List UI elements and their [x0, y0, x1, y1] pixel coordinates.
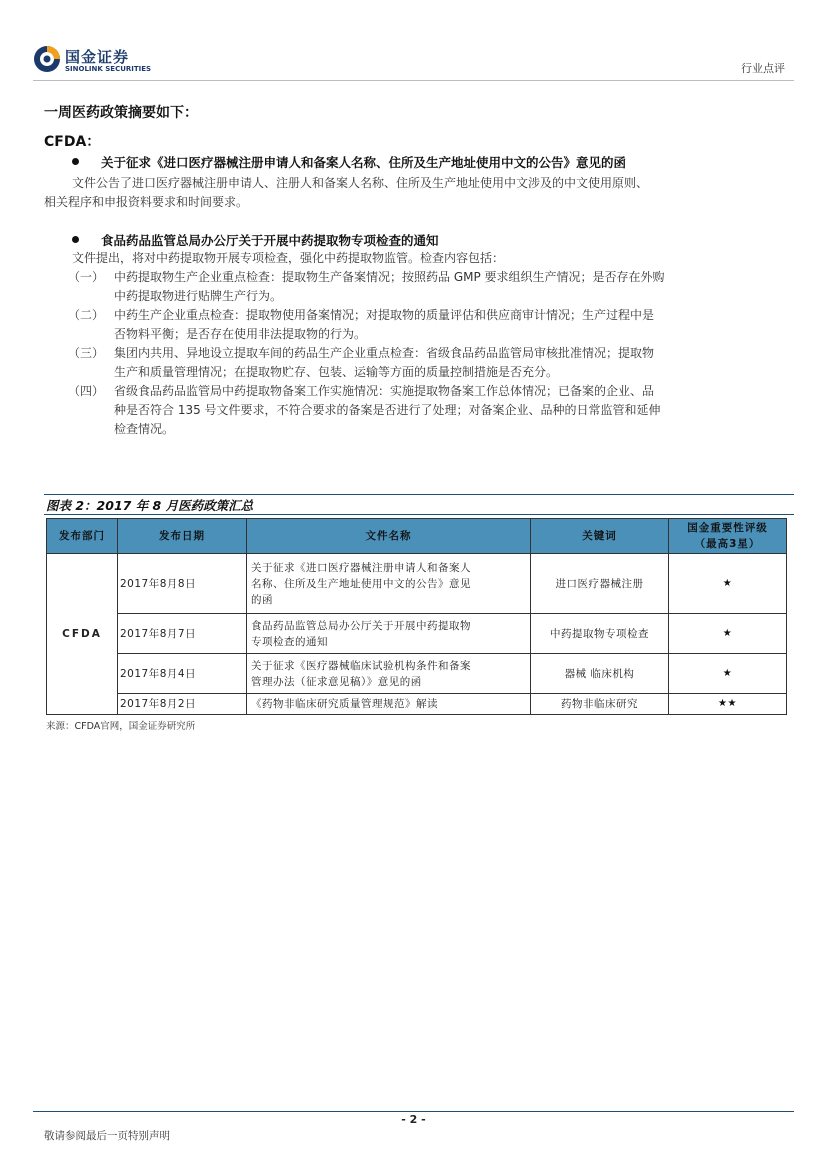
name-line: 名称、住所及生产地址使用中文的公告》意见	[251, 577, 471, 590]
column-header-date: 发布日期	[118, 519, 247, 554]
keywords-cell: 进口医疗器械注册	[531, 554, 669, 614]
table-row	[47, 694, 787, 715]
paragraph-line: 相关程序和申报资料要求和时间要求。	[44, 195, 249, 209]
bullet-item-2	[72, 231, 439, 249]
bullet-icon	[72, 158, 79, 165]
dept-cell: CFDA	[47, 554, 118, 715]
policy-summary-table	[46, 518, 787, 715]
rating-cell: ★	[669, 614, 787, 654]
date-cell: 2017年8月7日	[118, 614, 247, 654]
bullet-item-1	[72, 153, 626, 171]
keywords-cell: 中药提取物专项检查	[531, 614, 669, 654]
rating-cell: ★	[669, 654, 787, 694]
bullet-2-intro	[44, 249, 784, 268]
item-line: 中药生产企业重点检查：提取物使用备案情况；对提取物的质量评估和供应商审计情况；生产过程中是	[114, 308, 655, 322]
item-number: （三）	[68, 346, 105, 360]
bullet-icon	[72, 236, 79, 243]
paragraph-line: 文件公告了进口医疗器械注册申请人、注册人和备案人名称、住所及生产地址使用中文涉及的中文使用原则、	[72, 176, 649, 190]
table-row	[47, 654, 787, 694]
check-item-3	[68, 344, 786, 382]
item-line: 集团内共用、异地设立提取车间的药品生产企业重点检查：省级食品药品监管局审核批准情况；提取物	[114, 346, 655, 360]
item-line: 生产和质量管理情况；在提取物贮存、包装、运输等方面的质量控制措施是否充分。	[114, 365, 559, 379]
name-line: 关于征求《进口医疗器械注册申请人和备案人	[251, 561, 471, 574]
name-cell	[247, 554, 531, 614]
check-item-1	[68, 268, 786, 306]
item-line: 否物料平衡；是否存在使用非法提取物的行为。	[114, 327, 367, 341]
header-divider	[33, 80, 794, 81]
sinolink-logo-icon	[33, 45, 61, 73]
disclaimer-note: 敬请参阅最后一页特别声明	[44, 1130, 170, 1142]
brand-name-cn: 国金证券	[65, 48, 130, 66]
date-cell: 2017年8月4日	[118, 654, 247, 694]
rating-header-note: （最高3星）	[694, 538, 761, 550]
item-number: （二）	[68, 308, 105, 322]
item-line: 中药提取物进行贴牌生产行为。	[114, 289, 283, 303]
item-line: 省级食品药品监管局中药提取物备案工作实施情况：实施提取物备案工作总体情况；已备案的企业、品	[114, 384, 655, 398]
rating-cell: ★★	[669, 694, 787, 715]
keywords-cell: 药物非临床研究	[531, 694, 669, 715]
name-line: 的函	[251, 593, 273, 606]
name-line: 专项检查的通知	[251, 635, 328, 648]
check-item-4	[68, 382, 786, 439]
table-header-row	[47, 519, 787, 554]
brand-logo	[33, 45, 163, 79]
name-line: 管理办法（征求意见稿）》意见的函	[251, 675, 422, 688]
item-line: 中药提取物生产企业重点检查：提取物生产备案情况；按照药品 GMP 要求组织生产情况；是否存在外购	[114, 270, 665, 284]
name-line: 关于征求《医疗器械临床试验机构条件和备案	[251, 659, 471, 672]
column-header-name: 文件名称	[247, 519, 531, 554]
rating-cell: ★	[669, 554, 787, 614]
figure-bottom-rule	[44, 514, 794, 515]
item-line: 种是否符合 135 号文件要求，不符合要求的备案是否进行了处理；对备案企业、品种的日常监管和延伸	[114, 403, 661, 417]
paragraph-line: 文件提出，将对中药提取物开展专项检查，强化中药提取物监管。检查内容包括：	[72, 251, 505, 265]
item-line: 检查情况。	[114, 422, 175, 436]
report-type: 行业点评	[741, 62, 785, 75]
bullet-title: 食品药品监管总局办公厅关于开展中药提取物专项检查的通知	[101, 233, 439, 248]
column-header-rating	[669, 519, 787, 554]
agency-heading: CFDA：	[44, 134, 101, 150]
footer-divider	[33, 1111, 794, 1112]
name-line: 《药物非临床研究质量管理规范》解读	[251, 698, 438, 710]
name-cell	[247, 614, 531, 654]
date-cell: 2017年8月2日	[118, 694, 247, 715]
section-heading: 一周医药政策摘要如下：	[44, 105, 198, 121]
table-row	[47, 554, 787, 614]
figure-title: 图表 2：2017 年 8 月医药政策汇总	[46, 498, 254, 513]
bullet-title: 关于征求《进口医疗器械注册申请人和备案人名称、住所及生产地址使用中文的公告》意见的函	[101, 155, 627, 170]
item-number: （四）	[68, 384, 105, 398]
item-number: （一）	[68, 270, 105, 284]
column-header-keywords: 关键词	[531, 519, 669, 554]
page-number: - 2 -	[401, 1113, 426, 1126]
bullet-1-description	[44, 174, 784, 212]
name-line: 食品药品监管总局办公厅关于开展中药提取物	[251, 619, 471, 632]
column-header-dept: 发布部门	[47, 519, 118, 554]
figure-top-rule	[44, 494, 794, 495]
figure-source: 来源：CFDA官网，国金证券研究所	[46, 721, 196, 732]
keywords-cell: 器械 临床机构	[531, 654, 669, 694]
table-row	[47, 614, 787, 654]
brand-name-en: SINOLINK SECURITIES	[65, 65, 152, 73]
check-item-2	[68, 306, 786, 344]
name-cell	[247, 654, 531, 694]
name-cell	[247, 694, 531, 715]
rating-header-line: 国金重要性评级	[687, 522, 768, 534]
date-cell: 2017年8月8日	[118, 554, 247, 614]
